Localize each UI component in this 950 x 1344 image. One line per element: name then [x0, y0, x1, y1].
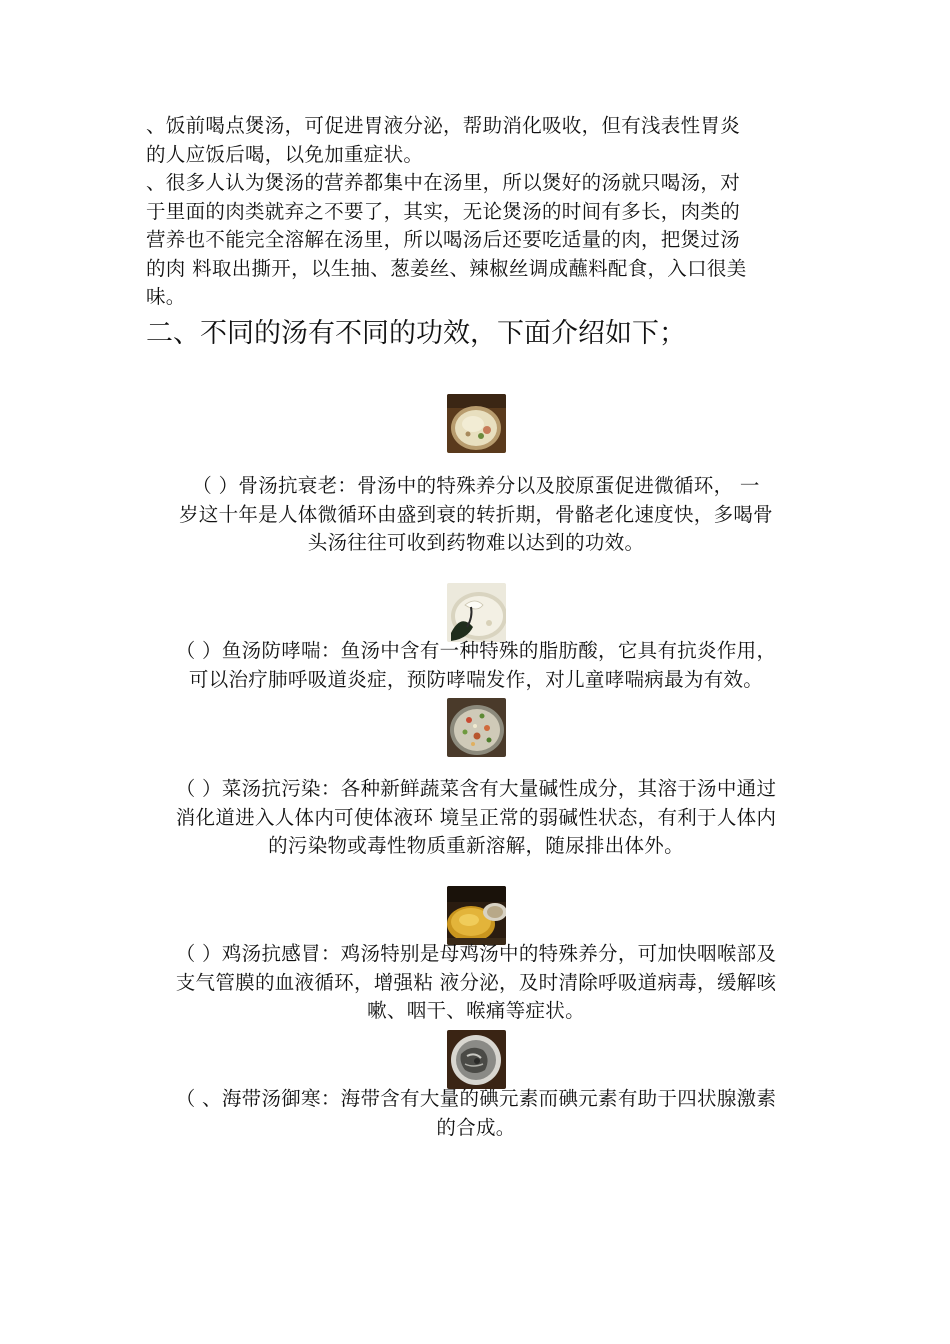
text-line: 味。 — [146, 285, 186, 308]
text-line: 的合成。 — [436, 1115, 516, 1139]
text-line: 、很多人认为煲汤的营养都集中在汤里，所以煲好的汤就只喝汤，对 — [146, 171, 741, 194]
chicken-soup-paragraph — [146, 940, 806, 1026]
text-line: 的肉 料取出撕开，以生抽、葱姜丝、辣椒丝调成蘸料配食，入口很美 — [146, 256, 747, 280]
seaweed-soup-photo — [447, 1030, 506, 1089]
text-line: 消化道进入人体内可使体液环 境呈正常的弱碱性状态，有利于人体内 — [175, 805, 777, 829]
text-line: 可以治疗肺呼吸道炎症，预防哮喘发作，对儿童哮喘病最为有效。 — [188, 667, 764, 691]
text-line: 、饭前喝点煲汤，可促进胃液分泌，帮助消化吸收，但有浅表性胃炎 — [146, 114, 741, 137]
text-line: （ ）鸡汤抗感冒：鸡汤特别是母鸡汤中的特殊养分，可加快咽喉部及 — [175, 942, 777, 965]
text-line: 的污染物或毒性物质重新溶解，随尿排出体外。 — [268, 834, 684, 857]
text-line: 于里面的肉类就弃之不要了，其实，无论煲汤的时间有多长，肉类的 — [146, 199, 741, 223]
text-line: （ 、海带汤御寒：海带含有大量的碘元素而碘元素有助于四状腺激素 — [175, 1087, 777, 1110]
text-line: （ ）鱼汤防哮喘：鱼汤中含有一种特殊的脂肪酸，它具有抗炎作用， — [175, 639, 777, 662]
text-line: 头汤往往可收到药物难以达到的功效。 — [307, 531, 645, 554]
text-line: （ ）菜汤抗污染：各种新鲜蔬菜含有大量碱性成分，其溶于汤中通过 — [175, 777, 777, 800]
vegetable-soup-paragraph — [146, 775, 806, 861]
text-line: 营养也不能完全溶解在汤里，所以喝汤后还要吃适量的肉，把煲过汤 — [146, 228, 741, 251]
text-line: 的人应饭后喝，以免加重症状。 — [146, 142, 424, 166]
section-heading: 二、不同的汤有不同的功效，下面介绍如下； — [146, 318, 686, 349]
seaweed-soup-paragraph — [146, 1085, 806, 1142]
intro-paragraph-1 — [146, 112, 806, 169]
text-line: 岁这十年是人体微循环由盛到衰的转折期，骨骼老化速度快，多喝骨 — [178, 502, 773, 526]
text-line: 嗽、咽干、喉痛等症状。 — [367, 999, 585, 1022]
vegetable-soup-photo — [447, 698, 506, 757]
bone-soup-paragraph — [146, 472, 806, 558]
text-line: （ ）骨汤抗衰老：骨汤中的特殊养分以及胶原蛋促进微循环， 一 — [192, 474, 760, 497]
intro-paragraph-2 — [146, 169, 806, 312]
bone-soup-photo — [447, 394, 506, 453]
chicken-soup-photo — [447, 886, 506, 945]
fish-soup-photo — [447, 583, 506, 642]
text-line: 支气管膜的血液循环，增强粘 液分泌，及时清除呼吸道病毒，缓解咳 — [175, 970, 777, 994]
fish-soup-paragraph — [146, 637, 806, 694]
